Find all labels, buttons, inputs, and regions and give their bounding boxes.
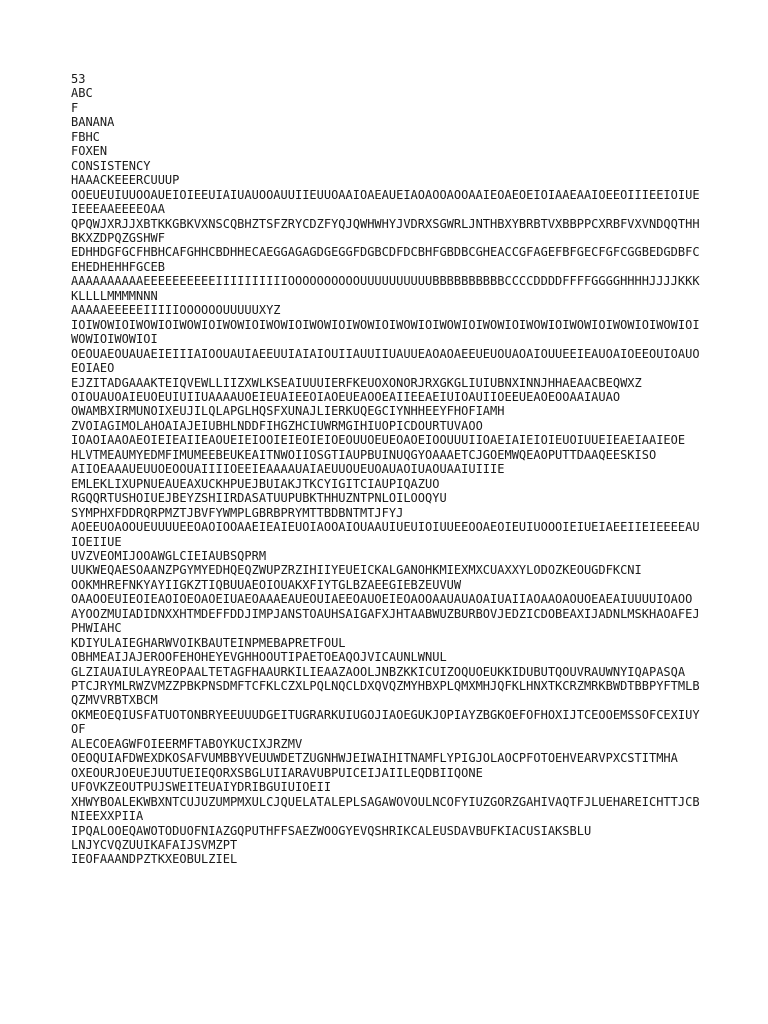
text-line: AYOOZMUIADIDNXXHTMDEFFDDJIMPJANSTOAUHSAIGAFXJHTAABWUZBURBOVJEDZICDOBEAXIJADNLMSKHAOAFEJPHWIAHC (71, 606, 700, 636)
text-line: RGQQRTUSHOIUEJBEYZSHIIRDASATUUPUBKTHHUZNTPNLOILOOQYU (71, 491, 447, 506)
text-line: SYMPHXFDDRQRPMZTJBVFYWMPLGBRBPRYMTTBDBNTMTJFYJ (71, 505, 404, 520)
text-line: F (71, 100, 79, 115)
text-line: AIIOEAAAUEUUOEOOUAIIIIOEEIEAAAAUAIAEUUOUEUOAUAOIUAOUAAIUIIIE (71, 462, 505, 477)
text-line: ZVOIAGIMOLAHOAIAJEIUBHLNDDFIHGZHCIUWRMGIHIUOPICDOURTUVAOO (71, 418, 483, 433)
text-line: EJZITADGAAAKTEIQVEWLLIIZXWLKSEAIUUUIERFKEUOXONORJRXGKGLIUIUBNXINNJHHAEAACBEQWXZ (71, 375, 642, 390)
text-line: HAAACKEEERCUUUP (71, 173, 180, 188)
text-line: OXEOURJOEUEJUUTUEIEQORXSBGLUIIARAVUBPUICEIJAIILEQDBIIQONE (71, 765, 483, 780)
text-line: OOEUEUIUUOOAUEIOIEEUIAIUAUOOAUUIIEUUOAAIOAEAUEIAOAOOAOOAAIEOAEOEIOIAAEAAIOEEOIIIEEIOIUEIEEEAAEEEEOAA (71, 187, 700, 217)
text-line: GLZIAUAIULAYREOPAALTETAGFHAAURKILIEAAZAOOLJNBZKKICUIZOQUOEUKKIDUBUTQOUVRAUWNYIQAPASQA (71, 664, 686, 679)
text-line: IOAOIAAOAEOIEIEAIIEAOUEIEIOOIEIEOIEIOEOUUOEUEOAOEIOOUUUIIOAEIAIEIOIEUOIUUEIEAEIAAIEOE (71, 433, 686, 448)
text-line: LNJYCVQZUUIKAFAIJSVMZPT (71, 838, 238, 853)
text-line: EMLEKLIXUPNUEAUEAXUCKHPUEJBUIAKJTKCYIGITCIAUPIQAZUO (71, 476, 440, 491)
text-line: AAAAAEEEEEIIIIIOOOOOOUUUUUXYZ (71, 303, 281, 318)
text-line: BANANA (71, 115, 115, 130)
text-line: OWAMBXIRMUNOIXEUJILQLAPGLHQSFXUNAJLIERKUQEGCIYNHHEEYFHOFIAMH (71, 404, 505, 419)
text-line: HLVTMEAUMYEDMFIMUMEEBEUKEAITNWOIIOSGTIAUPBUINUQGYOAAAETCJGOEMWQEAOPUTTDAAQEESKISO (71, 447, 657, 462)
text-line: OKMEOEQIUSFATUOTONBRYEEUUUDGEITUGRARKUIUGOJIAOEGUKJOPIAYZBGKOEFOFHOXIJTCEOOEMSSOFCEXIUYOF (71, 707, 700, 737)
text-line: IPQALOOEQAWOTODUOFNIAZGQPUTHFFSAEZWOOGYEVQSHRIKCALEUSDAVBUFKIACUSIAKSBLU (71, 823, 592, 838)
text-line: OOKMHREFNKYAYIIGKZTIQBUUAEOIOUAKXFIYTGLBZAEEGIEBZEUVUW (71, 577, 462, 592)
text-line: AOEEUOAOOUEUUUUEEOAOIOOAAEIEAIEUOIAOOAIOUAAUIUEUIOIUUEEOOAEOIEUIUOOOIEIUEIAEEIIEIEEEEAUIOEIIUE (71, 520, 700, 549)
text-line: ABC (71, 86, 93, 101)
text-line: IOIWOWIOIWOWIOIWOWIOIWOWIOIWOWIOIWOWIOIWOWIOIWOWIOIWOWIOIWOWIOIWOWIOIWOWIOIWOWIOIWOWIOIWOWIOIWOWIOI (71, 317, 700, 347)
text-line: EDHHDGFGCFHBHCAFGHHCBDHHECAEGGAGAGDGEGGFDGBCDFDCBHFGBDBCGHEACCGFAGEFBFGECFGFCGGBEDGDBFCEHEDHEHHFGCEB (71, 245, 700, 274)
text-line: CONSISTENCY (71, 158, 151, 173)
text-line: OEOUAEOUAUAEIEIIIAIOOUAUIAEEUUIAIAIOUIIAUUIIUAUUEAOAOAEEUEUOUAOAIOUUEEIEAUOAIOEEOUIOAUOEOIAEO (71, 346, 700, 376)
text-line: QPQWJXRJJXBTKKGBKVXNSCQBHZTSFZRYCDZFYQJQWHWHYJVDRXSGWRLJNTHBXYBRBTVXBBPPCXRBFVXVNDQQTHHBKXZDPQZGSHWF (71, 216, 700, 245)
text-line: OBHMEAIJAJEROOFEHOHEYEVGHHOOUTIPAETOEAQOJVICAUNLWNUL (71, 650, 447, 665)
text-line: 53 (71, 72, 86, 86)
text-line: PTCJRYMLRWZVMZZPBKPNSDMFTCFKLCZXLPQLNQCLDXQVQZMYHBXPLQMXMHJQFKLHNXTKCRZMRKBWDTBBPYFTMLBQZMVVRBTXBCM (71, 679, 700, 708)
text-line: OEOQUIAFDWEXDKOSAFVUMBBYVEUUWDETZUGNHWJEIWAIHITNAMFLYPIGJOLAOCPFOTOEHVEARVPXCSTITMHA (71, 751, 678, 766)
text-line: UFOVKZEOUTPUJSWEITEUAIYDRIBGUIUIOEII (71, 780, 332, 795)
text-line: OIOUAUOAIEUOEUIUIIUAAAAUOEIEUAIEEOIAOEUEAOOEAIIEEAEIUIOAUIIOEEUEAOEOOAAIAUAO (71, 389, 621, 404)
text-line: FOXEN (71, 144, 108, 159)
text-line: ALECOEAGWFOIEERMFTABOYKUCIXJRZMV (71, 736, 303, 751)
text-line: UUKWEQAESOAANZPGYMYEDHQEQZWUPZRZIHIIYEUEICKALGANOHKMIEXMXCUAXXYLODOZKEOUGDFKCNI (71, 563, 642, 578)
text-line: XHWYBOALEKWBXNTCUJUZUMPMXULCJQUELATALEPLSAGAWOVOULNCOFYIUZGORZGAHIVAQTFJLUEHAREICHTTJCBNIEEXXPIIA (71, 794, 700, 824)
text-line: OAAOOEUIEOIEAOIOEOAOEIUAEOAAAEAUEOUIAEEOAUOEIEOAOOAAUAUAOAIUAIIAOAAOAOUOEAEAIUUUUIOAOO (71, 592, 693, 607)
document-text (71, 72, 701, 867)
text-line: KDIYULAIEGHARWVOIKBAUTEINPMEBAPRETFOUL (71, 635, 346, 650)
text-line: FBHC (71, 129, 100, 144)
text-line: IEOFAAANDPZTKXEOBULZIEL (71, 852, 238, 867)
text-line: AAAAAAAAAAEEEEEEEEEEIIIIIIIIIIOOOOOOOOOOUUUUUUUUUUBBBBBBBBBBCCCCDDDDFFFFGGGGHHHHJJJJKKKKLLLLMMMMNNN (71, 274, 700, 303)
text-line: UVZVEOMIJOOAWGLCIEIAUBSQPRM (71, 548, 267, 563)
